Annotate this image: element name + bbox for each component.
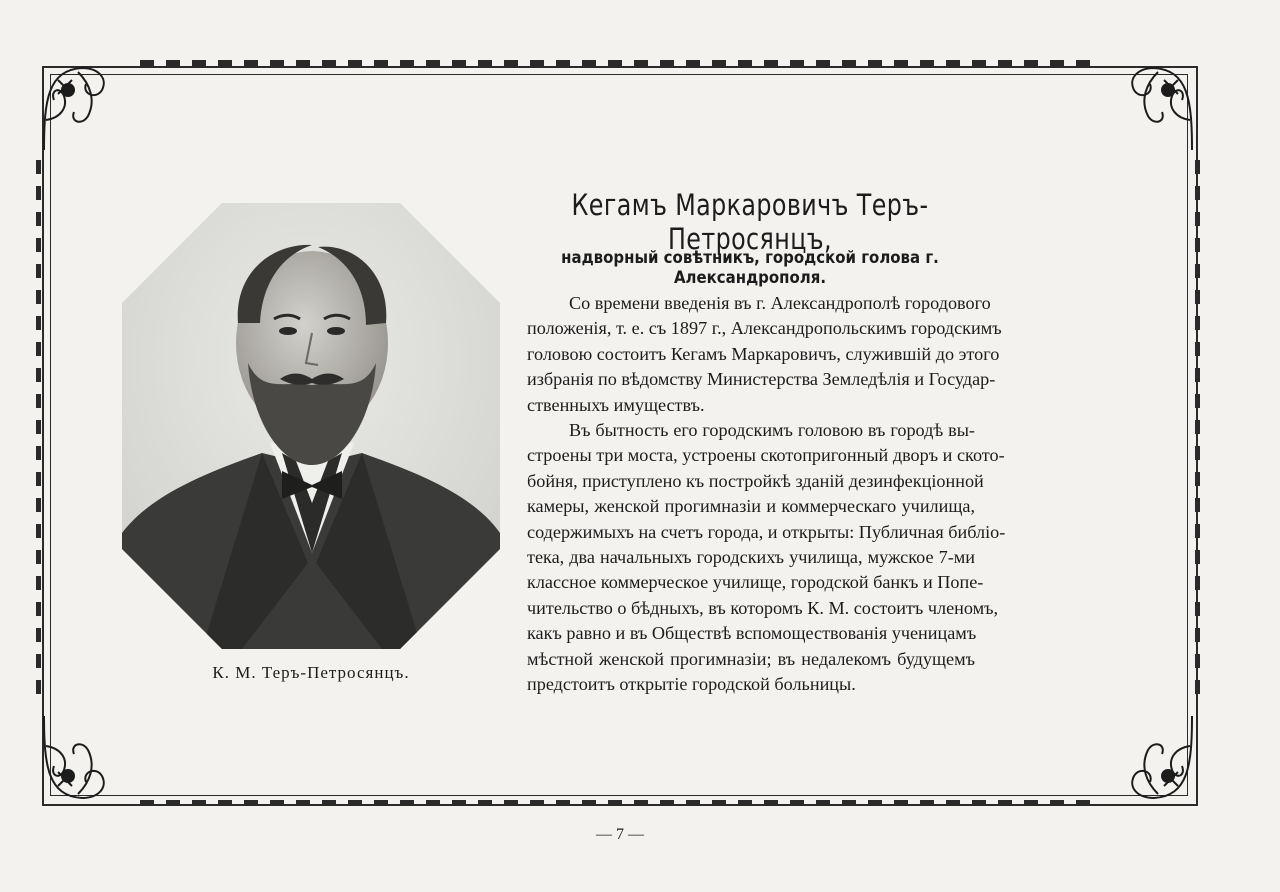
ornament-corner-icon bbox=[38, 60, 134, 156]
paragraph-line: положенія, т. е. съ 1897 г., Александропольскимъ городскимъ bbox=[527, 318, 1002, 339]
ornament-corner-icon bbox=[38, 710, 134, 806]
paragraph-line: чительство о бѣдныхъ, въ которомъ К. М. состоитъ членомъ, bbox=[527, 597, 999, 618]
paragraph-line: содержимыхъ на счетъ города, и открыты: Публичная библіо- bbox=[527, 521, 1006, 542]
page-subtitle: надворный совѣтникъ, городской голова г. Александрополя. bbox=[561, 248, 939, 288]
paragraph-line: тека, два начальныхъ городскихъ училища, мужское 7-ми bbox=[527, 547, 975, 568]
paragraph-line: классное коммерческое училище, городской банкъ и Попе- bbox=[527, 572, 984, 593]
paragraph-line: камеры, женской прогимназіи и коммерческаго училища, bbox=[527, 496, 975, 517]
paragraph-line: бойня, приступлено къ постройкѣ зданій дезинфекціонной bbox=[527, 470, 984, 491]
paragraph-line: предстоитъ открытіе городской больницы. bbox=[527, 674, 856, 695]
paragraph-line: какъ равно и въ Обществѣ вспомоществованія ученицамъ bbox=[527, 623, 977, 644]
page-title: Кегамъ Маркаровичъ Теръ-Петросянцъ, bbox=[571, 188, 929, 256]
portrait-caption: К. М. Теръ-Петросянцъ. bbox=[212, 663, 410, 682]
bottom-border-dashes bbox=[140, 800, 1100, 806]
left-border-dashes bbox=[36, 160, 41, 700]
paragraph-line: избранія по вѣдомству Министерства Земледѣлія и Государ- bbox=[527, 369, 996, 390]
paragraph-line: ственныхъ имуществъ. bbox=[527, 394, 705, 415]
paragraph-line: Со времени введенія въ г. Александрополѣ городового bbox=[569, 293, 991, 313]
top-border-dashes bbox=[140, 60, 1100, 66]
paragraph-line: строены три моста, устроены скотопригонный дворъ и ското- bbox=[527, 445, 1005, 466]
biography-text bbox=[527, 291, 1006, 698]
right-border-dashes bbox=[1195, 160, 1200, 700]
paragraph-line: головою состоитъ Кегамъ Маркаровичъ, служившій до этого bbox=[527, 343, 1000, 364]
page-number: — 7 — bbox=[596, 826, 644, 843]
portrait-photo bbox=[122, 203, 500, 649]
paragraph-line: мѣстной женской прогимназіи; въ недалекомъ будущемъ bbox=[527, 648, 975, 669]
ornament-corner-icon bbox=[1102, 60, 1198, 156]
paragraph-line: Въ бытность его городскимъ головою въ городѣ вы- bbox=[569, 420, 975, 441]
ornament-corner-icon bbox=[1102, 710, 1198, 806]
